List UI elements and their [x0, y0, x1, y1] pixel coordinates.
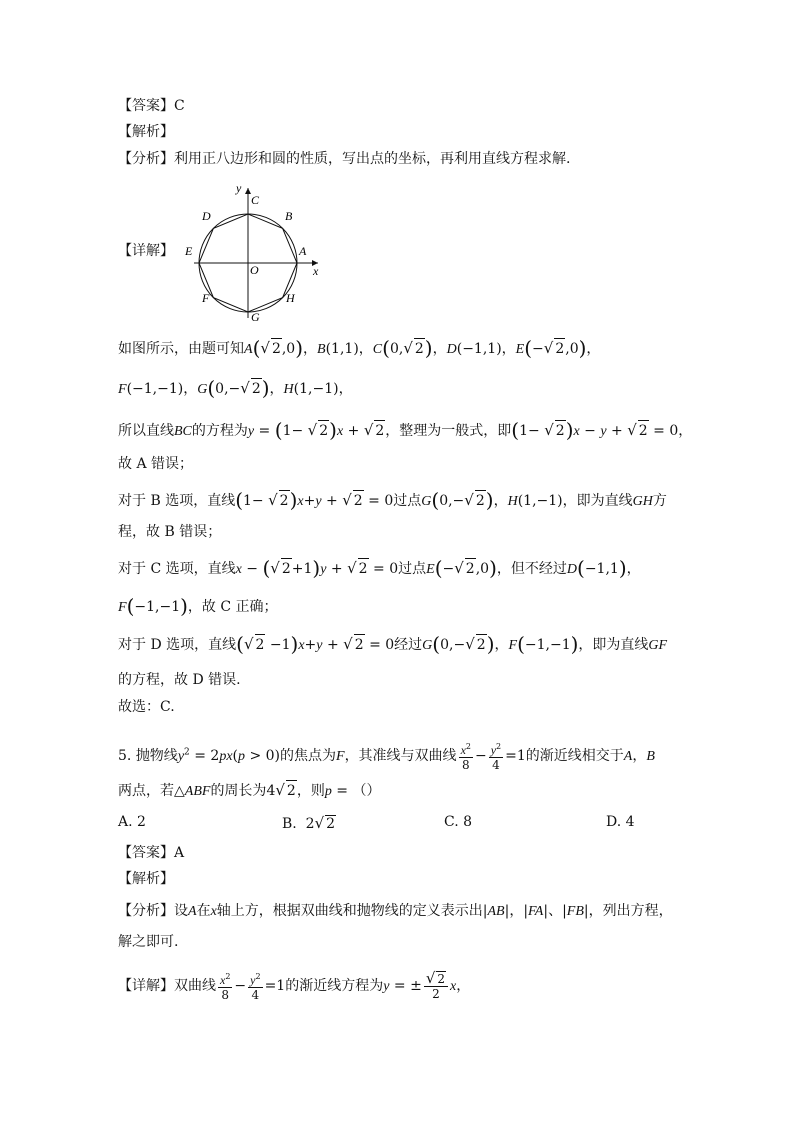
- fenxi-text: 利用正八边形和圆的性质，写出点的坐标，再利用直线方程求解.: [174, 151, 571, 167]
- b-wrong-line: 程，故 B 错误；: [118, 524, 222, 540]
- q5-fenxi-tag: 【分析】: [118, 903, 174, 919]
- label-e: E: [185, 244, 193, 258]
- q5-analysis-tag: 【解析】: [118, 871, 174, 887]
- d-text-c: ，即为直线: [578, 637, 649, 653]
- question5-line-1: 5. 抛物线$y^2 = 2px(p > 0)$的焦点为F，其准线与双曲线 $\frac{x^2}{8}$ − $\frac{y^2}{4}$ =1的渐近线相交于A，B: [118, 742, 655, 772]
- analysis-tag: 【解析】: [118, 124, 174, 140]
- octagon-figure: [178, 180, 328, 322]
- q5-answer-tag: 【答案】: [118, 845, 174, 861]
- q5-option-b: B. 2√ 2: [282, 814, 336, 832]
- fenxi-line: [118, 149, 570, 169]
- label-c: C: [251, 193, 260, 207]
- answer-tag: 【答案】: [118, 98, 174, 114]
- q5-fenxi-line-2: 解之即可.: [118, 934, 179, 950]
- answer-line: [118, 96, 185, 116]
- q5-answer-value: A: [174, 845, 185, 861]
- b-text-c: ，即为直线: [562, 493, 633, 509]
- label-x: x: [313, 264, 319, 278]
- q5-text-e: 两点，若: [118, 783, 174, 799]
- q5-fenxi-c: 轴上方，根据双曲线和抛物线的定义表示出: [216, 903, 483, 919]
- fenxi-tag: 【分析】: [118, 151, 174, 167]
- question5-line-2: 两点，若△ABF的周长为4√ 2，则p = （）: [118, 781, 381, 799]
- conclusion-line: 故选：C.: [118, 699, 175, 715]
- q5-text-b: 的焦点为: [280, 748, 336, 764]
- q5-fenxi-d: ，列出方程，: [588, 903, 673, 919]
- q5-text-a: 抛物线: [135, 748, 178, 764]
- q5-number: 5.: [118, 748, 132, 764]
- c-correct-line: F(−1,−1)，故 C 正确；: [118, 594, 278, 618]
- option-b-line: 对于 B 选项，直线(1− √ 2)x+y + √ 2 = 0过点G(0,−√ 2)，H(1,−1)，即为直线GH方: [118, 488, 667, 512]
- option-d-line: 对于 D 选项，直线(√ 2 −1)x+y + √ 2 = 0经过G(0,−√ 2)，F(−1,−1)，即为直线GF: [118, 632, 668, 656]
- q5-text-d: 的渐近线相交于: [525, 748, 624, 764]
- d-text-a: 对于 D 选项，直线: [118, 637, 237, 653]
- d-wrong-line: 的方程，故 D 错误.: [118, 672, 241, 688]
- bc-text-c: ，整理为一般式，即: [385, 423, 512, 439]
- q5-option-c: C. 8: [444, 814, 473, 830]
- q5-fenxi-line: 【分析】设A在x轴上方，根据双曲线和抛物线的定义表示出|AB|，|FA|、|FB|，列出方程，: [118, 903, 673, 919]
- c-text-d: ，故 C 正确；: [187, 599, 278, 615]
- label-y: y: [236, 181, 242, 195]
- coords-intro: 如图所示，由题可知: [118, 341, 244, 357]
- q5-detail-line: 【详解】双曲线 $\frac{x^2}{8}$ − $\frac{y^2}{4}$ =1的渐近线方程为y = ± $\frac{√ 2}{2}$ x，: [118, 969, 471, 1002]
- coords-line-2: F(−1,−1)，G(0,−√ 2)，H(1,−1)，: [118, 376, 353, 400]
- label-h: H: [286, 291, 295, 305]
- q5-fenxi-a: 设: [174, 903, 188, 919]
- detail-tag: 【详解】: [118, 243, 174, 259]
- q5-text-g: ，则: [296, 783, 325, 799]
- c-text-b: 过点: [398, 561, 427, 577]
- bc-text-b: 的方程为: [191, 423, 248, 439]
- q5-text-f: 的周长为: [210, 783, 267, 799]
- q5-text-c: ，其准线与双曲线: [344, 748, 457, 764]
- q5-answer-line: [118, 843, 184, 863]
- option-c-line: 对于 C 选项，直线x − (√ 2+1)y + √ 2 = 0过点E(−√ 2,0)，但不经过D(−1,1)，: [118, 556, 641, 580]
- d-text-b: 经过: [394, 637, 423, 653]
- label-o: O: [250, 263, 259, 277]
- q5-detail-tag: 【详解】: [118, 978, 174, 994]
- b-text-d: 方: [652, 493, 667, 509]
- q5-detail-b: 的渐近线方程为: [285, 978, 384, 994]
- q5-option-b-label: B.: [282, 816, 297, 832]
- b-text-b: 过点: [393, 493, 422, 509]
- b-text-a: 对于 B 选项，直线: [118, 493, 236, 509]
- q5-fenxi-b: 在: [196, 903, 211, 919]
- answer-value: C: [174, 98, 185, 114]
- q5-option-d: D. 4: [606, 814, 635, 830]
- bc-text-a: 所以直线: [118, 423, 174, 439]
- c-text-a: 对于 C 选项，直线: [118, 561, 236, 577]
- a-wrong-line: 故 A 错误；: [118, 456, 194, 472]
- coords-line-1: 如图所示，由题可知A(√ 2,0)，B(1,1)，C(0,√ 2)，D(−1,1)，E(−√ 2,0)，: [118, 336, 601, 360]
- label-f: F: [202, 291, 210, 305]
- label-d: D: [202, 209, 211, 223]
- q5-text-h: （）: [352, 783, 381, 799]
- label-a: A: [299, 244, 307, 258]
- q5-option-a: A. 2: [118, 814, 146, 830]
- label-b: B: [285, 209, 293, 223]
- c-text-c: ，但不经过: [496, 561, 567, 577]
- label-g: G: [251, 310, 260, 322]
- bc-equation-line: 所以直线BC的方程为y = (1− √ 2)x + √ 2，整理为一般式，即(1− √ 2)x − y + √ 2 = 0，: [118, 418, 693, 442]
- q5-detail-a: 双曲线: [174, 978, 216, 994]
